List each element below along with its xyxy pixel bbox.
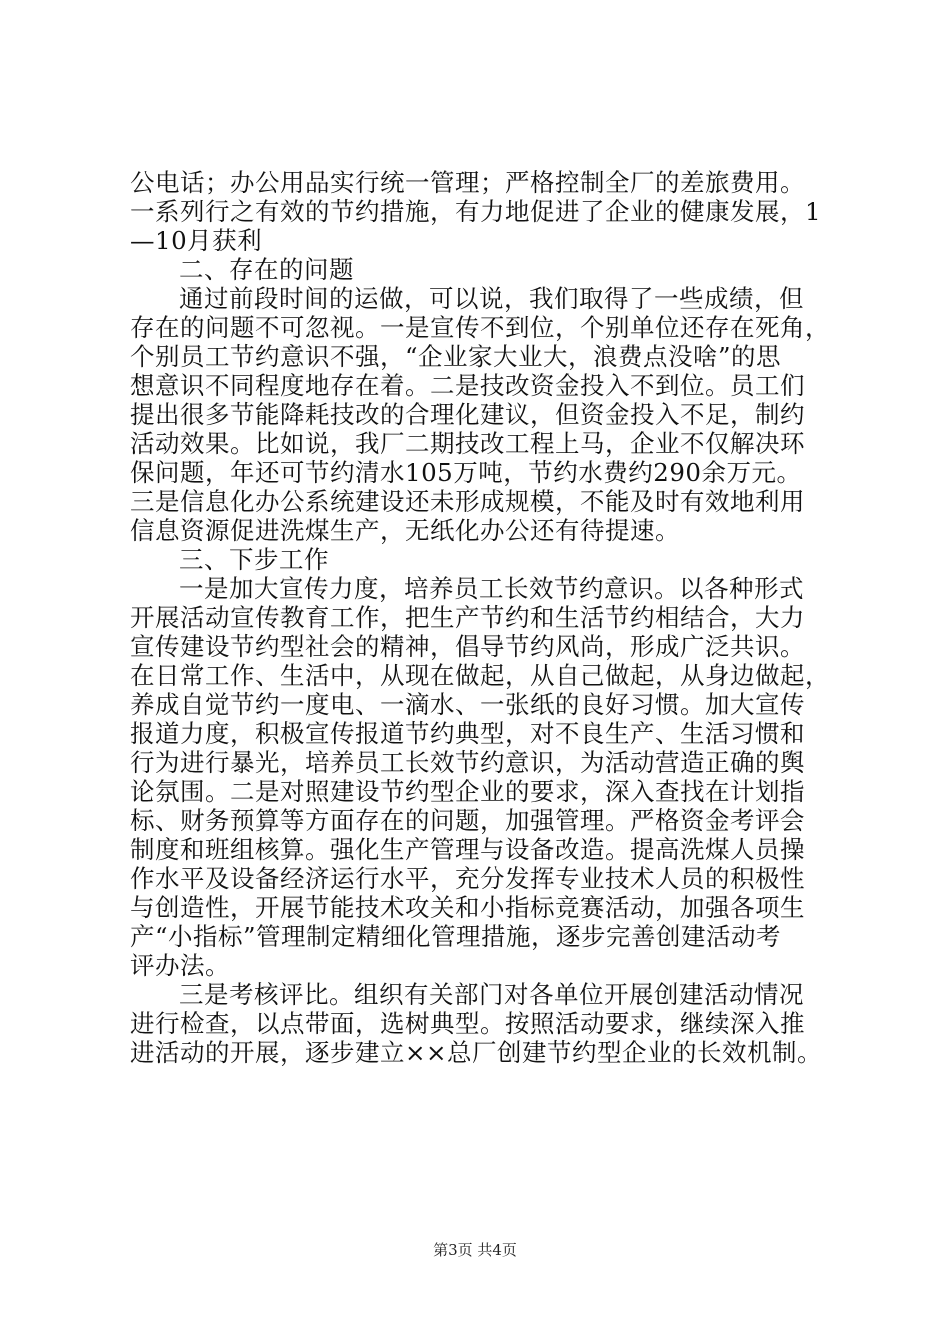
text-line: 活动效果。比如说，我厂二期技改工程上马，企业不仅解决环 bbox=[130, 429, 805, 458]
text-line: 公电话；办公用品实行统一管理；严格控制全厂的差旅费用。 bbox=[130, 168, 805, 197]
text-line: 个别员工节约意识不强，“企业家大业大，浪费点没啥”的思 bbox=[130, 342, 782, 371]
document-body bbox=[130, 168, 830, 1067]
text-line: 论氛围。二是对照建设节约型企业的要求，深入查找在计划指 bbox=[130, 777, 805, 806]
text-line: 标、财务预算等方面存在的问题，加强管理。严格资金考评会 bbox=[130, 806, 805, 835]
text-line: 提出很多节能降耗技改的合理化建议，但资金投入不足，制约 bbox=[130, 400, 805, 429]
text-line: 评办法。 bbox=[130, 951, 230, 980]
text-line: 进行检查，以点带面，选树典型。按照活动要求，继续深入推 bbox=[130, 1009, 805, 1038]
text-line: 制度和班组核算。强化生产管理与设备改造。提高洗煤人员操 bbox=[130, 835, 805, 864]
text-line: 在日常工作、生活中，从现在做起，从自己做起，从身边做起， bbox=[130, 661, 830, 690]
text-line: 与创造性，开展节能技术攻关和小指标竞赛活动，加强各项生 bbox=[130, 893, 805, 922]
text-line: 三是信息化办公系统建设还未形成规模，不能及时有效地利用 bbox=[130, 487, 805, 516]
text-line: 行为进行暴光，培养员工长效节约意识，为活动营造正确的舆 bbox=[130, 748, 805, 777]
text-line: 作水平及设备经济运行水平，充分发挥专业技术人员的积极性 bbox=[130, 864, 805, 893]
text-line: 报道力度，积极宣传报道节约典型，对不良生产、生活习惯和 bbox=[130, 719, 805, 748]
text-line: 二、存在的问题 bbox=[179, 255, 354, 284]
text-line: 宣传建设节约型社会的精神，倡导节约风尚，形成广泛共识。 bbox=[130, 632, 805, 661]
text-line: 信息资源促进洗煤生产，无纸化办公还有待提速。 bbox=[130, 516, 680, 545]
text-line: 进活动的开展，逐步建立××总厂创建节约型企业的长效机制。 bbox=[130, 1038, 823, 1067]
text-line: —10月获利 bbox=[130, 226, 263, 255]
text-line: 养成自觉节约一度电、一滴水、一张纸的良好习惯。加大宣传 bbox=[130, 690, 805, 719]
text-line: 一系列行之有效的节约措施，有力地促进了企业的健康发展，1 bbox=[130, 197, 822, 226]
text-line: 三是考核评比。组织有关部门对各单位开展创建活动情况 bbox=[179, 980, 804, 1009]
text-line: 一是加大宣传力度，培养员工长效节约意识。以各种形式 bbox=[179, 574, 804, 603]
text-line: 三、下步工作 bbox=[179, 545, 329, 574]
text-line: 存在的问题不可忽视。一是宣传不到位，个别单位还存在死角， bbox=[130, 313, 830, 342]
page-footer: 第3页 共4页 bbox=[433, 1241, 517, 1259]
text-line: 产“小指标”管理制定精细化管理措施，逐步完善创建活动考 bbox=[130, 922, 782, 951]
text-line: 开展活动宣传教育工作，把生产节约和生活节约相结合，大力 bbox=[130, 603, 805, 632]
text-line: 保问题，年还可节约清水105万吨，节约水费约290余万元。 bbox=[130, 458, 802, 487]
text-line: 想意识不同程度地存在着。二是技改资金投入不到位。员工们 bbox=[130, 371, 805, 400]
text-line: 通过前段时间的运做，可以说，我们取得了一些成绩，但 bbox=[179, 284, 804, 313]
